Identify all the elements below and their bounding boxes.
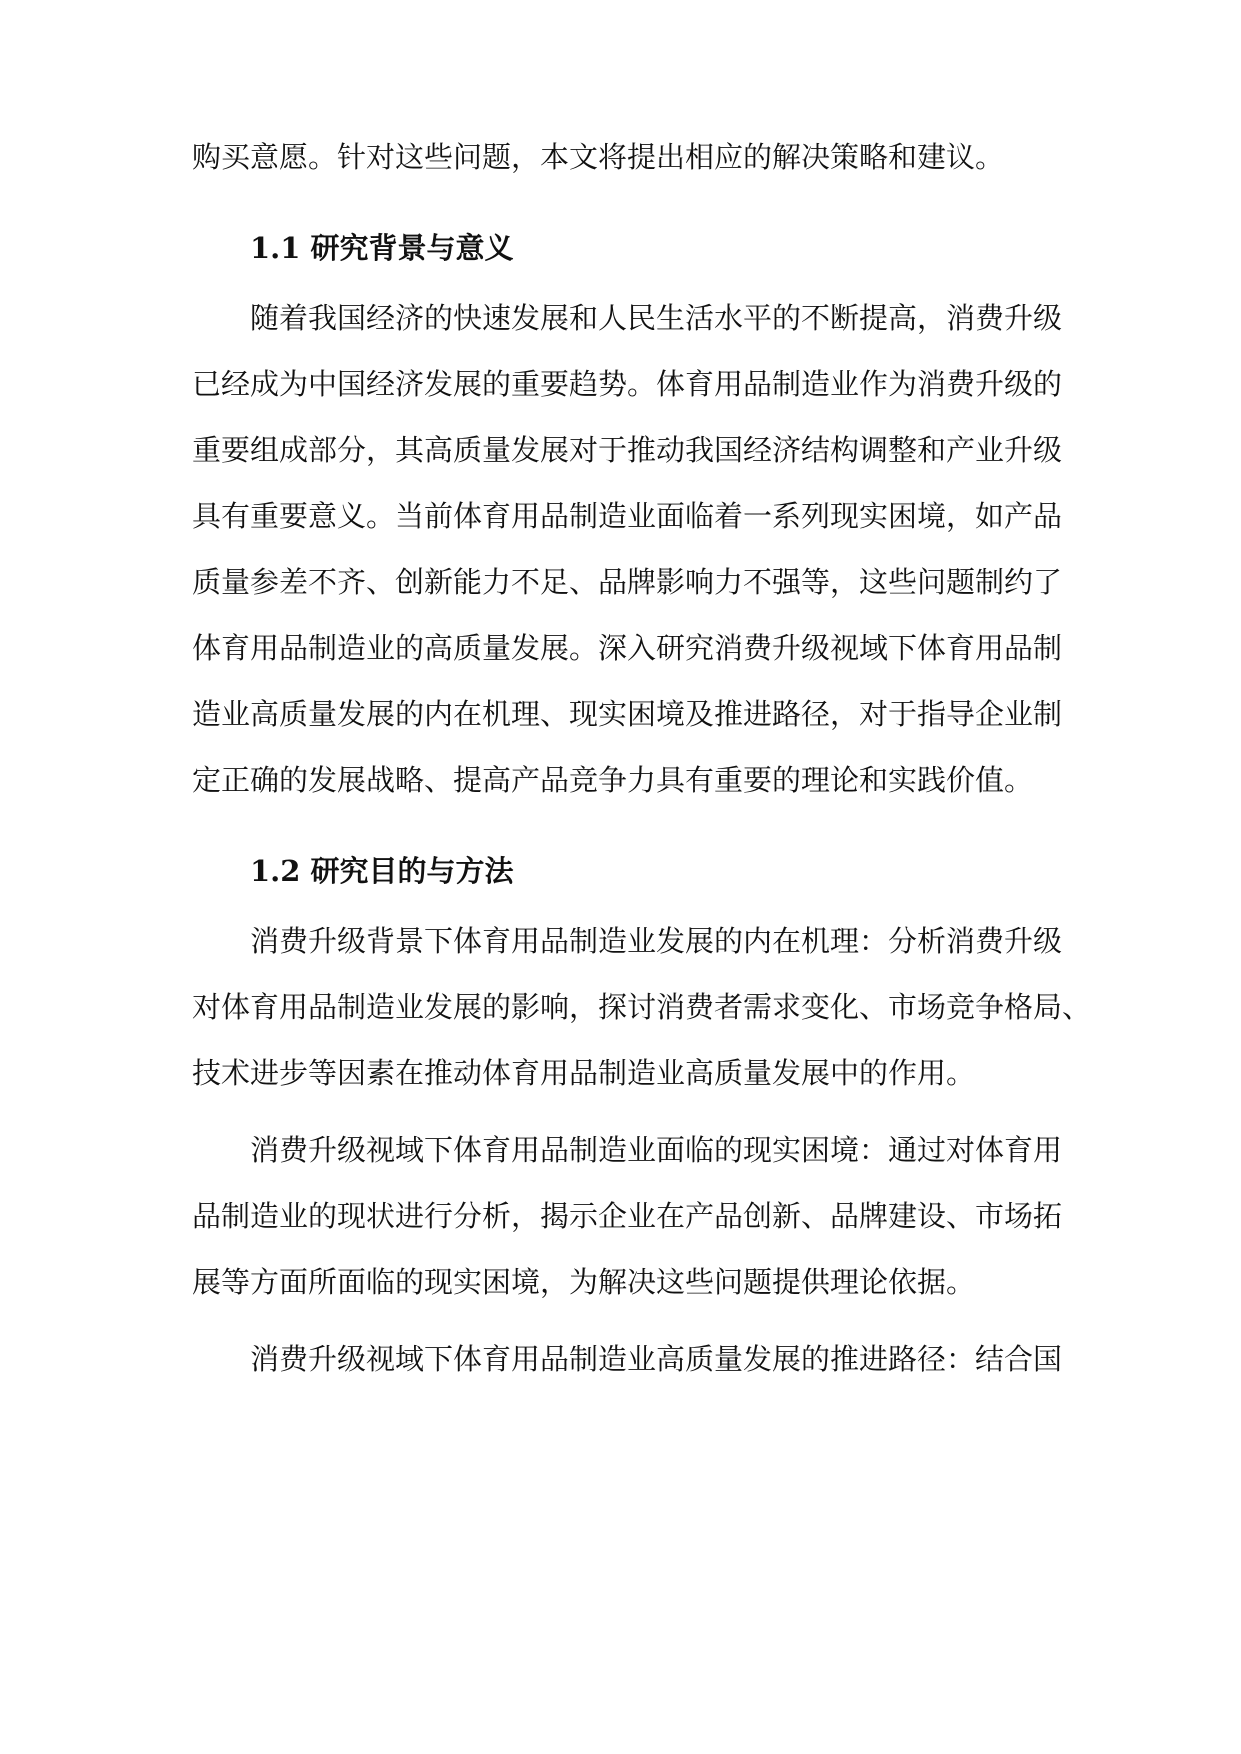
- paragraph-line: 品制造业的现状进行分析，揭示企业在产品创新、品牌建设、市场拓: [192, 1199, 1063, 1233]
- paragraph-line: 随着我国经济的快速发展和人民生活水平的不断提高，消费升级: [250, 301, 1063, 335]
- paragraph-line: 消费升级视域下体育用品制造业高质量发展的推进路径：结合国: [250, 1342, 1063, 1376]
- section-heading-1-1: 1.1 研究背景与意义: [250, 231, 514, 265]
- paragraph-line: 定正确的发展战略、提高产品竞争力具有重要的理论和实践价值。: [192, 763, 1034, 797]
- paragraph-line: 消费升级视域下体育用品制造业面临的现实困境：通过对体育用: [250, 1133, 1063, 1167]
- paragraph-line: 消费升级背景下体育用品制造业发展的内在机理：分析消费升级: [250, 924, 1063, 958]
- paragraph-line: 技术进步等因素在推动体育用品制造业高质量发展中的作用。: [192, 1056, 976, 1090]
- paragraph-line: 展等方面所面临的现实困境，为解决这些问题提供理论依据。: [192, 1265, 976, 1299]
- paragraph-line: 具有重要意义。当前体育用品制造业面临着一系列现实困境，如产品: [192, 499, 1063, 533]
- intro-text-line: 购买意愿。针对这些问题，本文将提出相应的解决策略和建议。: [192, 140, 1005, 174]
- paragraph-line: 造业高质量发展的内在机理、现实困境及推进路径，对于指导企业制: [192, 697, 1063, 731]
- paragraph-line: 质量参差不齐、创新能力不足、品牌影响力不强等，这些问题制约了: [192, 565, 1063, 599]
- section-heading-1-2: 1.2 研究目的与方法: [250, 854, 514, 888]
- paragraph-line: 重要组成部分，其高质量发展对于推动我国经济结构调整和产业升级: [192, 433, 1063, 467]
- paragraph-line: 已经成为中国经济发展的重要趋势。体育用品制造业作为消费升级的: [192, 367, 1063, 401]
- paragraph-line: 体育用品制造业的高质量发展。深入研究消费升级视域下体育用品制: [192, 631, 1063, 665]
- paragraph-line: 对体育用品制造业发展的影响，探讨消费者需求变化、市场竞争格局、: [192, 990, 1092, 1024]
